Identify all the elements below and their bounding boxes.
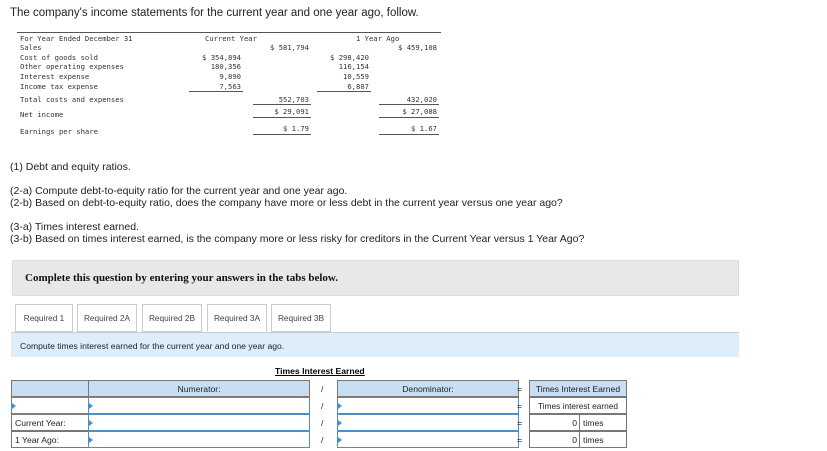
cogs-prior: $ 298,420 xyxy=(330,53,369,62)
col-one-year-ago: 1 Year Ago xyxy=(356,34,400,43)
result-unit-current-year: times xyxy=(579,414,627,431)
opex-prior: 116,154 xyxy=(338,62,369,71)
tax-current: 7,563 xyxy=(219,82,241,91)
numerator-header: Numerator: xyxy=(88,380,310,397)
divide-sign: / xyxy=(321,435,324,445)
numerator-input-current-year[interactable] xyxy=(88,414,310,431)
divide-sign: / xyxy=(321,384,324,394)
eps-current: $ 1.79 xyxy=(283,124,309,133)
col-current-year: Current Year xyxy=(205,34,257,43)
row-label: Sales xyxy=(20,43,42,52)
underline xyxy=(379,104,439,105)
current-year-label: Current Year: xyxy=(11,414,89,431)
one-year-ago-label: 1 Year Ago: xyxy=(11,431,89,448)
total-prior: 432,020 xyxy=(406,95,437,104)
question-1: (1) Debt and equity ratios. xyxy=(10,161,131,173)
result-value-one-year-ago: 0 xyxy=(529,431,580,448)
net-income-current: $ 29,091 xyxy=(274,107,309,116)
tab-required-1[interactable]: Required 1 xyxy=(15,304,73,332)
sales-prior: $ 459,108 xyxy=(398,43,437,52)
underline xyxy=(317,91,371,92)
tab-required-3a[interactable]: Required 3A xyxy=(207,304,267,332)
label-input-blank[interactable] xyxy=(11,397,89,414)
tie-table-title: Times Interest Earned xyxy=(275,366,365,376)
denominator-header: Denominator: xyxy=(337,380,519,397)
interest-current: 9,890 xyxy=(219,72,241,81)
instruction-panel xyxy=(11,332,739,357)
interest-prior: 10,559 xyxy=(343,72,369,81)
result-subheader: Times interest earned xyxy=(529,397,627,414)
equals-sign: = xyxy=(517,384,523,394)
equals-sign: = xyxy=(517,418,523,428)
eps-prior: $ 1.67 xyxy=(411,124,437,133)
question-3b: (3-b) Based on times interest earned, is the company more or less risky for creditors in the Current Year versus 1 Year Ago? xyxy=(10,233,585,245)
question-2b: (2-b) Based on debt-to-equity ratio, does the company have more or less debt in the current year versus one year ago? xyxy=(10,197,563,209)
tab-required-2b[interactable]: Required 2B xyxy=(142,304,202,332)
underline xyxy=(189,91,243,92)
instruction-text: Compute times interest earned for the current year and one year ago. xyxy=(20,341,285,351)
numerator-input-header-row[interactable] xyxy=(88,397,310,414)
result-value-current-year: 0 xyxy=(529,414,580,431)
tab-required-2a[interactable]: Required 2A xyxy=(77,304,137,332)
question-3a: (3-a) Times interest earned. xyxy=(10,221,139,233)
opex-current: 180,356 xyxy=(210,62,241,71)
income-statement xyxy=(17,32,441,134)
result-header: Times Interest Earned xyxy=(529,380,627,397)
row-label: Earnings per share xyxy=(20,127,98,136)
equals-sign: = xyxy=(517,401,523,411)
denominator-input-header-row[interactable] xyxy=(337,397,519,414)
cogs-current: $ 354,894 xyxy=(202,53,241,62)
question-2a: (2-a) Compute debt-to-equity ratio for the current year and one year ago. xyxy=(10,185,348,197)
denominator-input-one-year-ago[interactable] xyxy=(337,431,519,448)
row-label: Income tax expense xyxy=(20,82,98,91)
underline xyxy=(379,134,439,135)
result-unit-one-year-ago: times xyxy=(579,431,627,448)
double-underline xyxy=(379,117,439,118)
instructions-banner xyxy=(12,260,739,296)
total-current: 552,703 xyxy=(278,95,309,104)
row-label: Total costs and expenses xyxy=(20,95,124,104)
net-income-prior: $ 27,088 xyxy=(402,107,437,116)
row-label: Net income xyxy=(20,110,64,119)
banner-text: Complete this question by entering your answers in the tabs below. xyxy=(25,272,339,284)
header-blank xyxy=(11,380,89,397)
row-label: Interest expense xyxy=(20,72,90,81)
statement-header-label: For Year Ended December 31 xyxy=(20,34,133,43)
divide-sign: / xyxy=(321,418,324,428)
tie-table xyxy=(11,380,627,449)
sales-current: $ 581,794 xyxy=(270,43,309,52)
row-label: Other operating expenses xyxy=(20,62,124,71)
denominator-input-current-year[interactable] xyxy=(337,414,519,431)
tab-required-3b[interactable]: Required 3B xyxy=(271,304,331,332)
numerator-input-one-year-ago[interactable] xyxy=(88,431,310,448)
intro-text: The company's income statements for the current year and one year ago, follow. xyxy=(10,7,419,19)
tax-prior: 6,887 xyxy=(347,82,369,91)
double-underline xyxy=(253,117,311,118)
equals-sign: = xyxy=(517,435,523,445)
divide-sign: / xyxy=(321,401,324,411)
row-label: Cost of goods sold xyxy=(20,53,98,62)
underline xyxy=(253,134,311,135)
underline xyxy=(253,104,311,105)
